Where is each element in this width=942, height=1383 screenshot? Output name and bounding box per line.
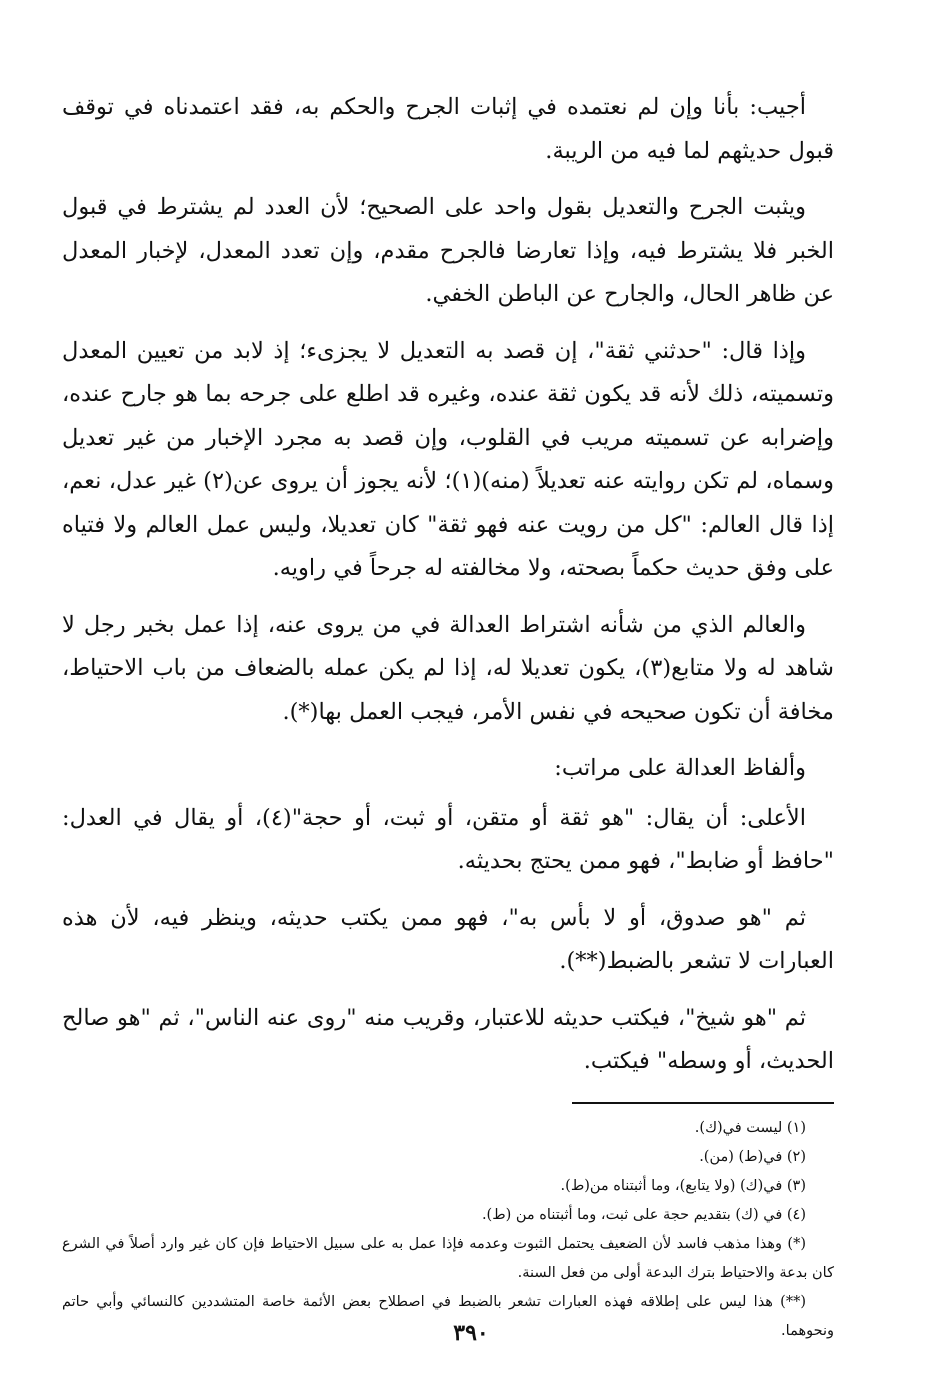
paragraph-shaykh: ثم "هو شيخ"، فيكتب حديثه للاعتبار، وقريب منه "روى عنه الناس"، ثم "هو صالح الحديث، أو وسطه" فيكتب. bbox=[62, 1004, 834, 1074]
footnotes bbox=[62, 1114, 834, 1346]
paragraph-answer: أجيب: بأنا وإن لم نعتمده في إثبات الجرح والحكم به، فقد اعتمدناه في توقف قبول حديثهم لما فيه من الريبة. bbox=[62, 94, 834, 164]
paragraph-saduq: ثم "هو صدوق، أو لا بأس به"، فهو ممن يكتب حديثه، وينظر فيه، لأن هذه العبارات لا تشعر بالضبط(**). bbox=[62, 904, 834, 974]
footnote: (*) وهذا مذهب فاسد لأن الضعيف يحتمل الثبوت وعدمه فإذا عمل به على سبيل الاحتياط فإن كان غير وارد أصلاً في الشرع كان بدعة والاحتياط بترك البدعة أولى من فعل السنة. bbox=[62, 1235, 834, 1281]
paragraph-ranks-heading: وألفاظ العدالة على مراتب: bbox=[554, 755, 806, 781]
paragraph-haddathani-thiqa: وإذا قال: "حدثني ثقة"، إن قصد به التعديل لا يجزىء؛ إذ لابد من تعيين المعدل وتسميته، ذلك لأنه قد يكون ثقة عنده، وغيره قد اطلع على جرحه بما هو جارح عنده، وإضرابه عن تسميته مريب في القلوب، وإن قصد به مجرد الإخبار من غير تعديل وسماه، لم تكن روايته عنه تعديلاً (منه)(١)؛ لأنه يجوز أن يروى عن(٢) غير عدل، نعم، إذا قال العالم: "كل من رويت عنه فهو ثقة" كان تعديلا، وليس عمل العالم ولا فتياه على وفق حديث حكماً بصحته، ولا مخالفته له جرحاً في راويه. bbox=[62, 337, 834, 581]
paragraph-highest-rank: الأعلى: أن يقال: "هو ثقة أو متقن، أو ثبت، أو حجة"(٤)، أو يقال في العدل: "حافظ أو ضابط"، فهو ممن يحتج بحديثه. bbox=[62, 804, 834, 874]
footnote: (٤) في (ك) بتقديم حجة على ثبت، وما أثبتناه من (ط). bbox=[481, 1206, 806, 1223]
main-text bbox=[62, 86, 834, 1084]
footnote: (**) هذا ليس على إطلاقه فهذه العبارات تشعر بالضبط في اصطلاح بعض الأئمة خاصة المتشددين كالنسائي وأبي حاتم ونحوهما. bbox=[62, 1293, 834, 1339]
footnote: (٢) في(ط) (من). bbox=[699, 1148, 806, 1165]
paragraph-jarh-tadil: ويثبت الجرح والتعديل بقول واحد على الصحيح؛ لأن العدد لم يشترط في قبول الخبر فلا يشترط فيه، وإذا تعارضا فالجرح مقدم، وإن تعدد المعدل، لإخبار المعدل عن ظاهر الحال، والجارح عن الباطن الخفي. bbox=[62, 194, 834, 307]
footnote: (١) ليست في(ك). bbox=[694, 1119, 806, 1136]
paragraph-alim: والعالم الذي من شأنه اشتراط العدالة في من يروى عنه، إذا عمل بخبر رجل لا شاهد له ولا متابع(٣)، يكون تعديلا له، إذا لم يكن عمله بالضعاف من باب الاحتياط، مخافة أن تكون صحيحه في نفس الأمر، فيجب العمل بها(*). bbox=[62, 611, 835, 725]
footnote: (٣) في(ك) (ولا يتابع)، وما أثبتناه من(ط). bbox=[560, 1177, 806, 1194]
page-number: ٣٩٠ bbox=[453, 1320, 489, 1346]
footnote-divider bbox=[572, 1102, 834, 1104]
